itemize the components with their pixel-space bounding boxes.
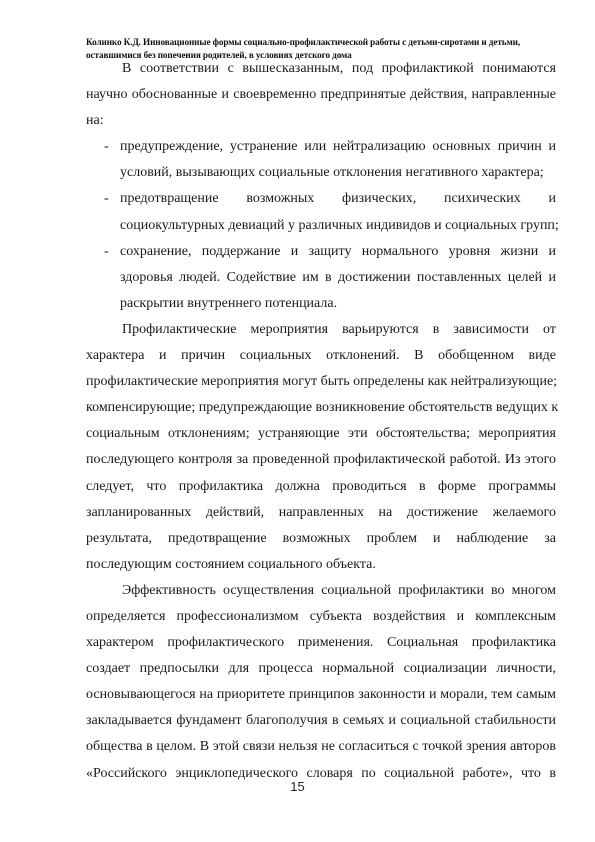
text-line: создает предпосылки для процесса нормальной социализации личности, [86, 661, 556, 677]
text-line: компенсирующие; предупреждающие возникновение обстоятельств ведущих к [86, 400, 559, 416]
text-line: основывающегося на приоритете принципов законности и морали, тем самым [86, 687, 556, 703]
text-line: предотвращение возможных физических, психических и [120, 191, 556, 207]
list-item [86, 239, 556, 317]
text-line: Профилактические мероприятия варьируются в зависимости от [122, 321, 556, 337]
text-line: общества в целом. В этой связи нельзя не согласиться с точкой зрения авторов [86, 739, 556, 755]
dash-bullet: - [104, 243, 109, 259]
text-line: на: [86, 113, 104, 129]
text-line: характером профилактического применения. Социальная профилактика [86, 635, 556, 651]
text-line: результата, предотвращение возможных проблем и наблюдение за [86, 530, 556, 546]
text-line: социальным отклонениям; устраняющие эти обстоятельства; мероприятия [86, 426, 556, 442]
text-line: профилактические мероприятия могут быть определены как нейтрализующие; [86, 374, 558, 390]
text-line: раскрытии внутреннего потенциала. [120, 295, 338, 311]
page-number: 15 [290, 779, 305, 794]
text-line: здоровья людей. Содействие им в достижении поставленных целей и [120, 269, 556, 285]
paragraph-3 [86, 578, 556, 787]
paragraph-1 [86, 56, 556, 134]
text-line: сохранение, поддержание и защиту нормального уровня жизни и [120, 243, 556, 259]
text-line: научно обоснованные и своевременно предпринятые действия, направленные [86, 87, 556, 103]
dash-bullet: - [104, 191, 109, 207]
text-line: закладывается фундамент благополучия в семьях и социальной стабильности [86, 713, 556, 729]
text-line: следует, что профилактика должна проводиться в форме программы [86, 478, 556, 494]
text-line: определяется профессионализмом субъекта воздействия и комплексным [86, 608, 556, 624]
list-item [86, 134, 556, 186]
header-line-2: оставшимися без попечения родителей, в условиях детского дома [86, 50, 352, 60]
text-line: «Российского энциклопедического словаря по социальной работе», что в [86, 765, 556, 781]
text-line: условий, вызывающих социальные отклонения негативного характера; [120, 165, 544, 181]
text-line: предупреждение, устранение или нейтрализацию основных причин и [120, 139, 556, 155]
document-body [86, 56, 559, 787]
list-item [86, 186, 559, 238]
text-line: Эффективность осуществления социальной профилактики во многом [122, 582, 556, 598]
text-line: запланированных действий, направленных на достижение желаемого [86, 504, 556, 520]
text-line: социокультурных девиаций у различных индивидов и социальных групп; [120, 217, 559, 233]
paragraph-2 [86, 317, 559, 578]
text-line: последующим состоянием социального объекта. [86, 556, 376, 572]
text-line: характера и причин социальных отклонений. В обобщенном виде [86, 348, 556, 364]
header-line-1: Колинко К.Д. Инновационные формы социально-профилактической работы с детьми-сиротами и детьми, [86, 37, 521, 47]
dash-bullet: - [104, 139, 109, 155]
bullet-list [86, 134, 559, 317]
text-line: последующего контроля за проведенной профилактической работой. Из этого [86, 452, 556, 468]
text-line: В соответствии с вышесказанным, под профилактикой понимаются [122, 61, 556, 76]
